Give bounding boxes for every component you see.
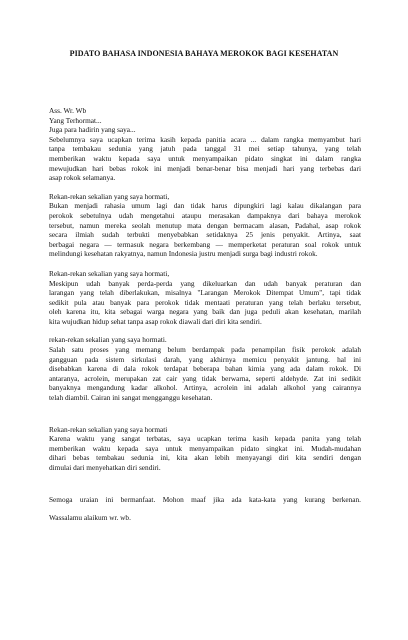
salutation-line: Yang Terhormat... — [49, 115, 102, 125]
paragraph-line: asap rokok selamanya. — [49, 173, 116, 183]
paragraph-line: memberikan waktu kepada saya untuk menyampaikan pidato singkat ini. Mudah-mudahan — [49, 443, 361, 453]
paragraph-greeting: rekan-rekan sekalian yang saya hormati. — [49, 335, 167, 345]
paragraph-line: sedikit pula atau banyak para perokok tidak mentaati peraturan yang telah berlaku tersebut, — [49, 297, 361, 307]
paragraph-line: oleh karena itu, kita sebagai warga negara yang baik dan juga peduli akan kesehatan, marilah — [49, 307, 361, 317]
paragraph-line: larangan yang telah diberlakukan, misalnya "Larangan Merokok Ditempat Umum", tapi tidak — [49, 288, 361, 298]
paragraph-line: dihari bebas tembakau sedunia ini, kita akan lebih menyayangi diri kita sendiri dengan — [49, 453, 361, 463]
paragraph-line: mewujudkan hari bebas rokok ini menjadi benar-benar bisa menjadi hari yang terbebas dari — [49, 163, 361, 173]
document-title: PIDATO BAHASA INDONESIA BAHAYA MEROKOK BAGI KESEHATAN — [69, 49, 339, 58]
closing-line: Semoga uraian ini bermanfaat. Mohon maaf jika ada kata-kata yang kurang berkenan. — [49, 494, 361, 504]
paragraph-line: Sebelumnya saya ucapkan terima kasih kepada panitia acara ... dalam rangka memyambut hari — [49, 134, 361, 144]
paragraph-line: dimulai dari menyehatkan diri sendiri. — [49, 463, 161, 472]
paragraph-line: antaranya, acrolein, merupakan zat cair yang tidak berwarna, seperti aldehyde. Zat ini sedikit — [49, 373, 361, 383]
paragraph-greeting: Rekan-rekan sekalian yang saya hormati — [49, 424, 168, 434]
salutation-line: Ass. Wr. Wb — [49, 106, 87, 115]
paragraph-line: disebabkan karena di dala rokok terdapat beberapa bahan kimia yang ada dalam rokok. Di — [49, 364, 361, 374]
salutation-line: Juga para hadirin yang saya... — [49, 125, 136, 135]
paragraph-greeting: Rekan-rekan sekalian yang saya hormati, — [49, 191, 170, 201]
paragraph-2 — [49, 192, 361, 259]
paragraph-line: tanpa tembakau sedunia yang jatuh pada tanggal 31 mei setiap tahunya, yang telah — [49, 144, 361, 154]
paragraph-4 — [49, 335, 361, 402]
closing-line: Wassalamu alaikum wr. wb. — [49, 513, 131, 523]
paragraph-greeting: Rekan-rekan sekalian yang saya hormati, — [49, 268, 170, 278]
opening-block — [49, 106, 361, 135]
paragraph-line: gangguan pada sistem sirkulasi darah, yang akhirnya memicu penyakit jantung. hal ini — [49, 354, 361, 364]
paragraph-line: Salah satu proses yang memang belum berdampak pada penampilan fisik perokok adalah — [49, 345, 361, 355]
paragraph-line: melindungi kesehatan rakyatnya, namun Indonesia justru menjadi surga bagi industri rokok. — [49, 249, 318, 259]
paragraph-line: secara ilmiah sudah terbukti menyebabkan setidaknya 25 jenis penyakit. Artinya, saat — [49, 230, 361, 240]
paragraph-line: tersebut, namun mereka seolah menutup mata dengan bermacam alasan, Padahal, asap rokok — [49, 220, 361, 230]
paragraph-3 — [49, 269, 361, 327]
paragraph-line: Meskipun udah banyak perda-perda yang dikeluarkan dan udah banyak peraturan dan — [49, 278, 361, 288]
paragraph-line: Bukan menjadi rahasia umum lagi dan tidak harus dipungkiri lagi kalau dikalangan para — [49, 201, 361, 211]
closing-block — [49, 495, 361, 523]
paragraph-line: memberikan waktu kepada saya untuk menyampaikan pidato singkat ini dalam rangka — [49, 153, 361, 163]
paragraph-1 — [49, 135, 361, 183]
paragraph-line: perokok sebetulnya udah mengetahui ataupu merasakan dampaknya dari bahaya merokok — [49, 210, 361, 220]
paragraph-line: berbagai negara — termasuk negara berkembang — memperketat peraturan soal rokok untuk — [49, 239, 361, 249]
paragraph-line: Karena waktu yang sangat terbatas, saya ucapkan terima kasih kepada panita yang telah — [49, 434, 361, 444]
paragraph-line: banyaknya mengandung kadar alkohol. Artinya, acrolein ini adalah alkohol yang cairannya — [49, 383, 361, 393]
document-body — [49, 106, 361, 523]
paragraph-line: telah diambil. Cairan ini sangat mengganggu kesehatan. — [49, 393, 213, 403]
paragraph-line: kita wujudkan hidup sehat tanpa asap rokok diawali dari diri kita sendiri. — [49, 316, 262, 326]
paragraph-5 — [49, 425, 361, 473]
